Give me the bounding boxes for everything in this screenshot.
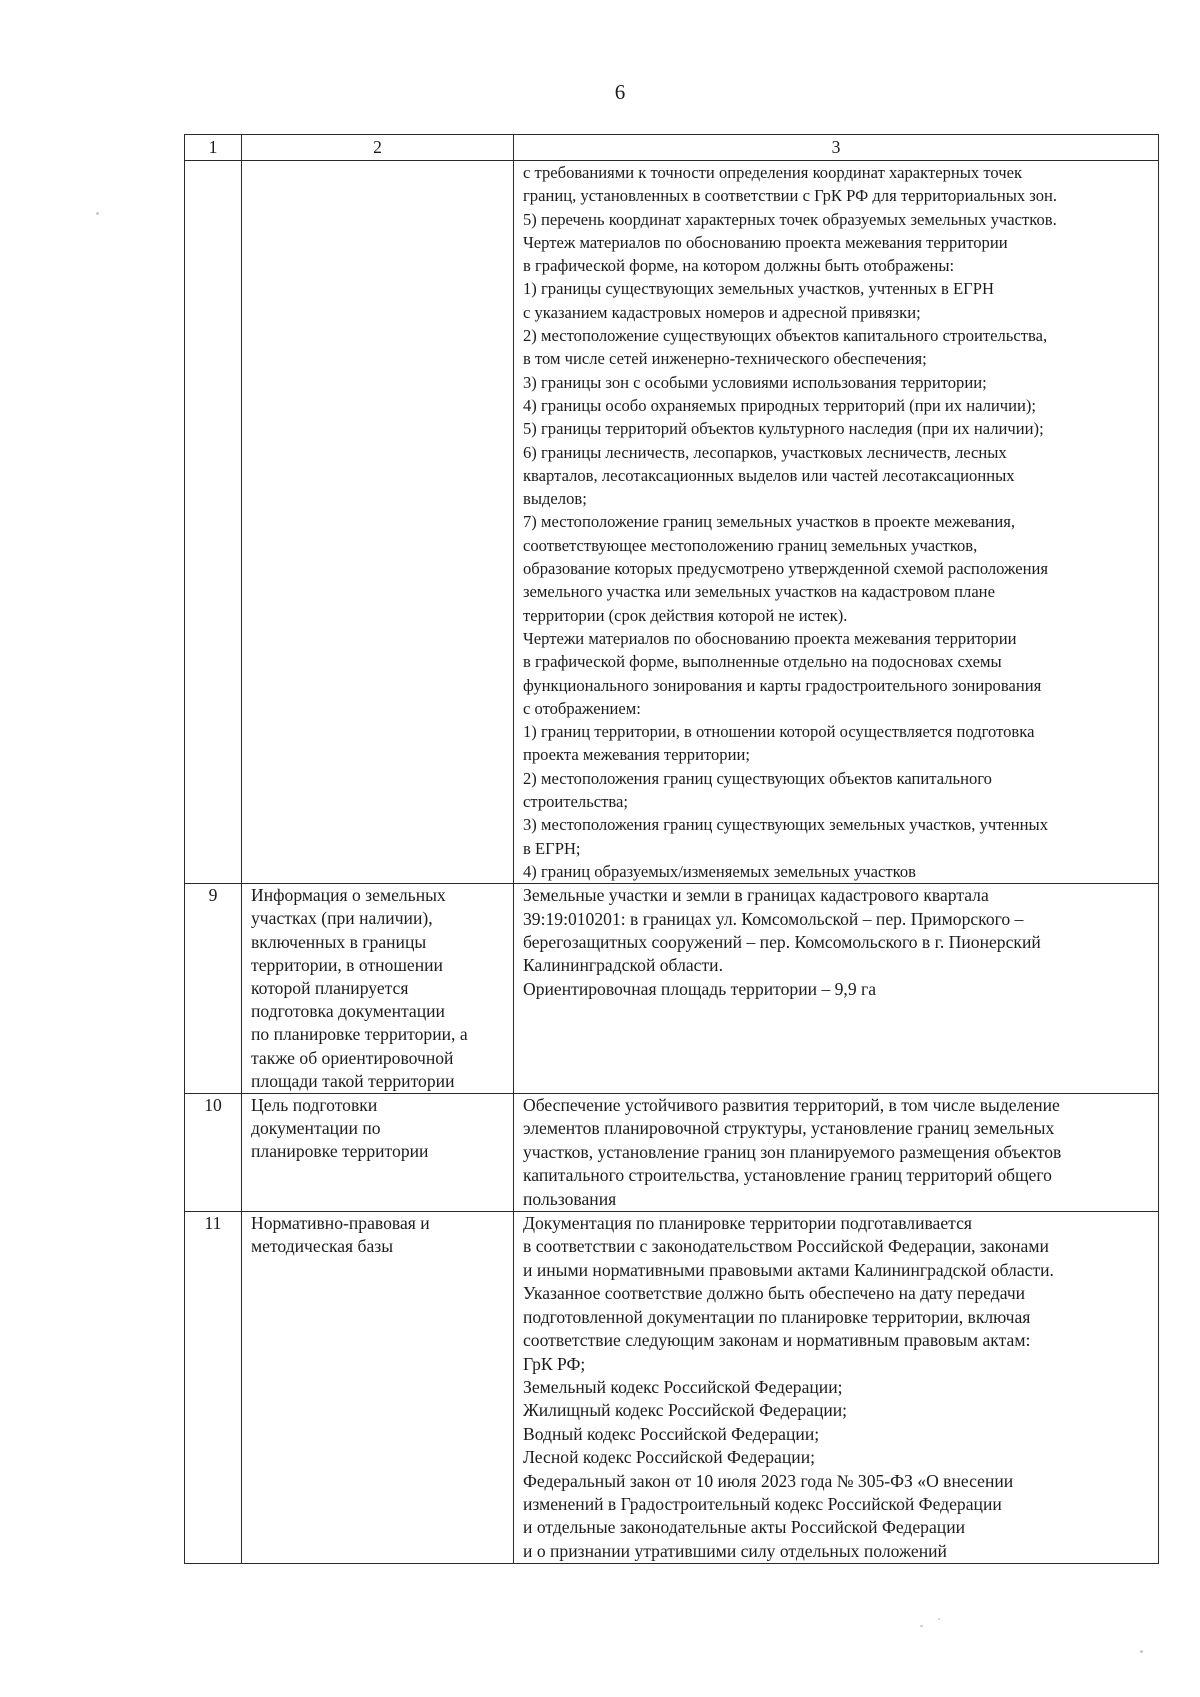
name-line: Цель подготовки [251,1095,378,1116]
text-line: ГрК РФ; [523,1353,586,1374]
header-col-1: 1 [185,135,242,161]
name-line: которой планируется [251,978,409,999]
text-line: и о признании утратившими силу отдельных положений [523,1540,947,1561]
scan-speck [920,1625,923,1627]
text-line: и иными нормативными правовыми актами Калининградской области. [523,1259,1054,1280]
row-number: 10 [185,1094,242,1212]
continuation-row [185,161,1159,884]
name-line: площади такой территории [251,1070,455,1091]
text-line: изменений в Градостроительный кодекс Российской Федерации [523,1493,1002,1514]
requirements-table [184,134,1159,1564]
scan-speck [938,1618,940,1620]
text-line: 4) границы особо охраняемых природных территорий (при их наличии); [523,395,1037,415]
text-line: 5) перечень координат характерных точек образуемых земельных участков. [523,209,1057,229]
text-line: 1) границы существующих земельных участков, учтенных в ЕГРН [523,279,994,299]
table-row-9 [185,884,1159,1094]
text-line: Федеральный закон от 10 июля 2023 года № 305-ФЗ «О внесении [523,1470,1014,1491]
text-line: Ориентировочная площадь территории – 9,9 га [523,978,877,999]
row-number: 9 [185,884,242,1094]
text-line: соответствие следующим законам и нормативным правовым актам: [523,1330,1031,1351]
table-header-row [185,135,1159,161]
header-col-3: 3 [514,135,1159,161]
text-line: Документация по планировке территории подготавливается [523,1213,972,1234]
text-line: в графической форме, выполненные отдельно на подосновах схемы [523,652,1002,672]
text-line: 7) местоположение границ земельных участков в проекте межевания, [523,512,1016,532]
name-line: планировке территории [251,1141,429,1162]
text-line: Чертеж материалов по обоснованию проекта межевания территории [523,232,1008,252]
text-line: 6) границы лесничеств, лесопарков, участковых лесничеств, лесных [523,442,1007,462]
text-line: 39:19:010201: в границах ул. Комсомольской – пер. Приморского – [523,908,1024,929]
text-line: проекта межевания территории; [523,745,750,765]
text-line: элементов планировочной структуры, установление границ земельных [523,1118,1055,1139]
text-line: с указанием кадастровых номеров и адресной привязки; [523,302,921,322]
scan-speck [96,212,99,215]
text-line: в ЕГРН; [523,838,581,858]
name-line: участках (при наличии), [251,908,433,929]
text-line: капитального строительства, установление границ территорий общего [523,1165,1052,1186]
text-line: в соответствии с законодательством Российской Федерации, законами [523,1236,1049,1257]
text-line: подготовленной документации по планировке территории, включая [523,1306,1031,1327]
text-line: с требованиями к точности определения координат характерных точек [523,163,1023,182]
page-number: 6 [614,80,626,104]
name-line: включенных в границы [251,931,427,952]
table-row-10 [185,1094,1159,1212]
text-line: и отдельные законодательные акты Российской Федерации [523,1517,966,1538]
text-line: 2) местоположения границ существующих объектов капитального [523,768,992,788]
text-line: в графической форме, на котором должны быть отображены: [523,256,955,276]
text-line: границ, установленных в соответствии с ГрК РФ для территориальных зон. [523,186,1058,206]
continuation-name-cell [242,161,514,884]
text-line: Обеспечение устойчивого развития территорий, в том числе выделение [523,1095,1060,1116]
text-line: участков, установление границ зон планируемого размещения объектов [523,1141,1062,1162]
text-line: Жилищный кодекс Российской Федерации; [523,1400,848,1421]
row-name-cell [242,1212,514,1564]
name-line: Информация о земельных [251,885,446,906]
text-line: функционального зонирования и карты градостроительного зонирования [523,675,1042,695]
name-line: документации по [251,1118,381,1139]
text-line: в том числе сетей инженерно-технического обеспечения; [523,349,927,369]
name-line: по планировке территории, а [251,1024,468,1045]
text-line: Земельные участки и земли в границах кадастрового квартала [523,885,989,906]
text-line: Земельный кодекс Российской Федерации; [523,1376,843,1397]
text-line: Лесной кодекс Российской Федерации; [523,1447,815,1468]
continuation-number-cell [185,161,242,884]
text-line: 2) местоположение существующих объектов капитального строительства, [523,326,1048,346]
row-content-cell [514,1212,1159,1564]
text-line: кварталов, лесотаксационных выделов или частей лесотаксационных [523,465,1015,485]
scan-speck [1140,1650,1143,1653]
row-number: 11 [185,1212,242,1564]
text-line: 5) границы территорий объектов культурного наследия (при их наличии); [523,419,1044,439]
name-line: также об ориентировочной [251,1047,454,1068]
text-line: строительства; [523,792,628,812]
name-line: территории, в отношении [251,954,443,975]
text-line: берегозащитных сооружений – пер. Комсомольского в г. Пионерский [523,932,1041,953]
text-line: территории (срок действия которой не истек). [523,605,848,625]
text-line: пользования [523,1188,617,1209]
row-content-cell [514,1094,1159,1212]
row-content-cell [514,884,1159,1094]
continuation-content-cell [514,161,1159,884]
text-line: Водный кодекс Российской Федерации; [523,1423,820,1444]
text-line: с отображением: [523,698,641,718]
text-line: Калининградской области. [523,955,723,976]
row-name-cell [242,1094,514,1212]
text-line: образование которых предусмотрено утвержденной схемой расположения [523,559,1049,579]
text-line: 3) границы зон с особыми условиями использования территории; [523,372,987,392]
text-line: Указанное соответствие должно быть обеспечено на дату передачи [523,1283,1026,1304]
text-line: 1) границ территории, в отношении которой осуществляется подготовка [523,722,1035,742]
text-line: соответствующее местоположению границ земельных участков, [523,535,978,555]
text-line: Чертежи материалов по обоснованию проекта межевания территории [523,628,1017,648]
table-row-11 [185,1212,1159,1564]
name-line: подготовка документации [251,1001,445,1022]
name-line: методическая базы [251,1236,394,1257]
name-line: Нормативно-правовая и [251,1213,430,1234]
header-col-2: 2 [242,135,514,161]
row-name-cell [242,884,514,1094]
text-line: 3) местоположения границ существующих земельных участков, учтенных [523,815,1049,835]
text-line: 4) границ образуемых/изменяемых земельных участков [523,861,916,881]
text-line: выделов; [523,489,587,509]
text-line: земельного участка или земельных участков на кадастровом плане [523,582,995,602]
